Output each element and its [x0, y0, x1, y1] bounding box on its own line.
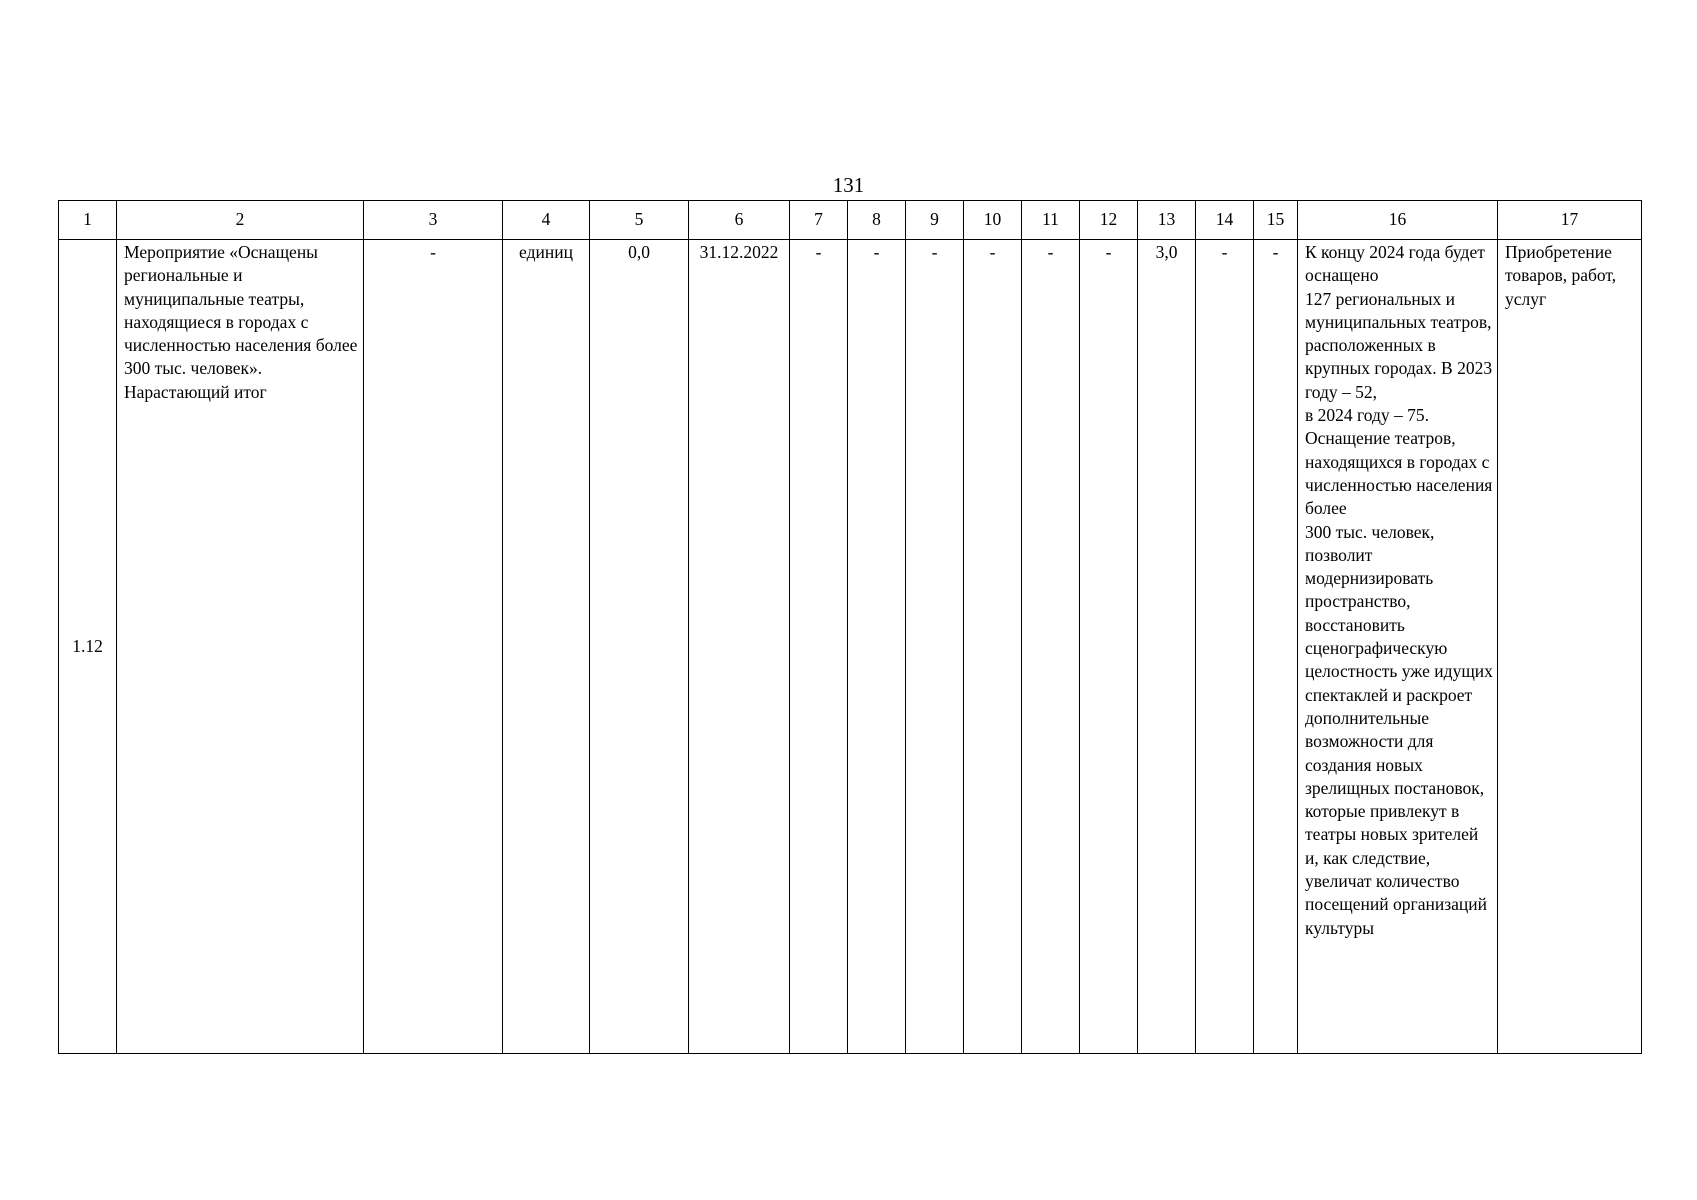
column-header: 17	[1498, 201, 1642, 240]
table-row	[59, 240, 1642, 1054]
column-number-row	[59, 201, 1642, 240]
cell-col-8: -	[848, 240, 906, 1054]
measures-table	[58, 200, 1642, 1054]
column-header: 16	[1298, 201, 1498, 240]
column-header: 6	[689, 201, 790, 240]
column-header: 13	[1138, 201, 1196, 240]
column-header: 9	[906, 201, 964, 240]
column-header: 11	[1022, 201, 1080, 240]
cell-col-14: -	[1196, 240, 1254, 1054]
cell-col-12: -	[1080, 240, 1138, 1054]
column-header: 14	[1196, 201, 1254, 240]
measure-name: Мероприятие «Оснащены региональные и муниципальные театры, находящиеся в городах с численностью населения более 300 тыс. человек». Нарастающий итог	[117, 240, 364, 1054]
column-header: 12	[1080, 201, 1138, 240]
column-header: 4	[503, 201, 590, 240]
base-value-cell: 0,0	[590, 240, 689, 1054]
cell-col-11: -	[1022, 240, 1080, 1054]
cell-col-9: -	[906, 240, 964, 1054]
measure-type: Приобретение товаров, работ, услуг	[1498, 240, 1642, 1054]
column-header: 8	[848, 201, 906, 240]
unit-cell: единиц	[503, 240, 590, 1054]
cell-col-3: -	[364, 240, 503, 1054]
cell-col-10: -	[964, 240, 1022, 1054]
base-date-cell: 31.12.2022	[689, 240, 790, 1054]
column-header: 10	[964, 201, 1022, 240]
row-number: 1.12	[59, 240, 117, 1054]
cell-col-7: -	[790, 240, 848, 1054]
column-header: 5	[590, 201, 689, 240]
column-header: 15	[1254, 201, 1298, 240]
cell-col-15: -	[1254, 240, 1298, 1054]
column-header: 1	[59, 201, 117, 240]
cell-col-13: 3,0	[1138, 240, 1196, 1054]
result-description: К концу 2024 года будет оснащено 127 региональных и муниципальных театров, расположенных в крупных городах. В 2023 году – 52, в 2024 году – 75. Оснащение театров, находящихся в городах с численностью населения более 300 тыс. человек, позволит модернизировать пространство, восстановить сценографическую целостность уже идущих спектаклей и раскроет дополнительные возможности для создания новых зрелищных постановок, которые привлекут в театры новых зрителей и, как следствие, увеличат количество посещений организаций культуры	[1298, 240, 1498, 1054]
column-header: 7	[790, 201, 848, 240]
column-header: 3	[364, 201, 503, 240]
column-header: 2	[117, 201, 364, 240]
page-number: 131	[832, 173, 865, 197]
